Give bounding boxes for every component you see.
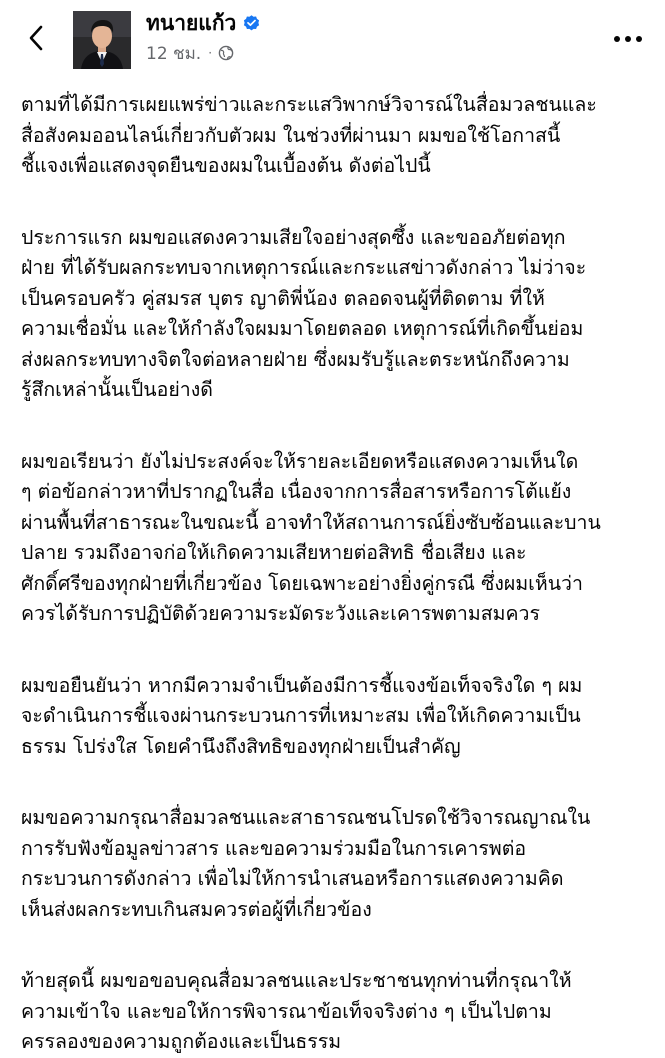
post-text-line: กระบวนการดังกล่าว เพื่อไม่ให้การนำเสนอหรือการแสดงความคิด xyxy=(21,867,564,890)
post-text-line: ประการแรก ผมขอแสดงความเสียใจอย่างสุดซึ้ง และขออภัยต่อทุก xyxy=(21,225,566,249)
post-text-line: สื่อสังคมออนไลน์เกี่ยวกับตัวผม ในช่วงที่ผ่านมา ผมขอใช้โอกาสนี้ xyxy=(21,123,561,147)
post-paragraph xyxy=(21,671,651,763)
post-text-line: ผมขอยืนยันว่า หากมีความจำเป็นต้องมีการชี้แจงข้อเท็จจริงใด ๆ ผม xyxy=(21,673,583,697)
post-text-line: ผ่านพื้นที่สาธารณะในขณะนี้ อาจทำให้สถานการณ์ยิ่งซับซ้อนและบาน xyxy=(21,510,601,534)
post-text-line: รู้สึกเหล่านั้นเป็นอย่างดี xyxy=(21,378,213,401)
meta-separator: · xyxy=(208,46,213,60)
post-text-line: ตามที่ได้มีการเผยแพร่ข่าวและกระแสวิพากษ์วิจารณ์ในสื่อมวลชนและ xyxy=(21,93,597,116)
post-paragraph xyxy=(21,447,651,630)
post-timestamp[interactable]: 12 ชม. xyxy=(146,43,202,64)
post-meta xyxy=(146,41,261,65)
post-text-line: ผมขอความกรุณาสื่อมวลชนและสาธารณชนโปรดใช้วิจารณญาณใน xyxy=(21,806,591,829)
post-text-line: เห็นส่งผลกระทบเกินสมควรต่อผู้ที่เกี่ยวข้อง xyxy=(21,897,372,921)
post-text-line: ส่งผลกระทบทางจิตใจต่อหลายฝ่าย ซึ่งผมรับรู้และตระหนักถึงความ xyxy=(21,347,570,371)
post-paragraph xyxy=(21,966,651,1058)
post-text-line: ธรรม โปร่งใส โดยคำนึงถึงสิทธิของทุกฝ่ายเป็นสำคัญ xyxy=(21,734,461,758)
post-paragraph xyxy=(21,223,651,406)
back-button[interactable] xyxy=(18,20,54,56)
avatar-photo xyxy=(73,11,131,69)
avatar[interactable] xyxy=(73,11,131,69)
post-text-line: ปลาย รวมถึงอาจก่อให้เกิดความเสียหายต่อสิทธิ ชื่อเสียง และ xyxy=(21,541,527,564)
post-body xyxy=(21,90,651,1058)
post-paragraph xyxy=(21,803,651,925)
post-text-line: ๆ ต่อข้อกล่าวหาที่ปรากฏในสื่อ เนื่องจากการสื่อสารหรือการโต้แย้ง xyxy=(21,480,572,503)
post-header xyxy=(0,0,665,78)
post-text-line: ชี้แจงเพื่อแสดงจุดยืนของผมในเบื้องต้น ดังต่อไปนี้ xyxy=(21,154,431,177)
author-row xyxy=(146,8,261,38)
post-text-line: ควรได้รับการปฏิบัติด้วยความระมัดระวังและเคารพตามสมควร xyxy=(21,602,540,625)
post-text-line: ท้ายสุดนี้ ผมขอขอบคุณสื่อมวลชนและประชาชนทุกท่านที่กรุณาให้ xyxy=(21,969,572,992)
globe-icon[interactable] xyxy=(218,45,234,61)
post-text-line: ครรลองของความถูกต้องและเป็นธรรม xyxy=(21,1030,342,1053)
author-name[interactable]: ทนายแก้ว xyxy=(146,11,237,35)
post-text-line: ความเชื่อมั่น และให้กำลังใจผมมาโดยตลอด เหตุการณ์ที่เกิดขึ้นย่อม xyxy=(21,317,584,340)
post-text-line: ฝ่าย ที่ได้รับผลกระทบจากเหตุการณ์และกระแสข่าวดังกล่าว ไม่ว่าจะ xyxy=(21,256,587,279)
post-paragraph xyxy=(21,90,651,182)
author-block xyxy=(146,8,261,65)
post-text-line: ความเข้าใจ และขอให้การพิจารณาข้อเท็จจริงต่าง ๆ เป็นไปตาม xyxy=(21,999,552,1023)
more-options-button[interactable] xyxy=(611,24,645,54)
post-text-line: จะดำเนินการชี้แจงผ่านกระบวนการที่เหมาะสม เพื่อให้เกิดความเป็น xyxy=(21,704,581,727)
chevron-left-icon xyxy=(25,23,47,53)
post-text-line: เป็นครอบครัว คู่สมรส บุตร ญาติพี่น้อง ตลอดจนผู้ที่ติดตาม ที่ให้ xyxy=(21,286,545,310)
post-text-line: ศักดิ์ศรีของทุกฝ่ายที่เกี่ยวข้อง โดยเฉพาะอย่างยิ่งคู่กรณี ซึ่งผมเห็นว่า xyxy=(21,571,583,595)
post-text-line: การรับฟังข้อมูลข่าวสาร และขอความร่วมมือในการเคารพต่อ xyxy=(21,836,527,860)
post-text-line: ผมขอเรียนว่า ยังไม่ประสงค์จะให้รายละเอียดหรือแสดงความเห็นใด xyxy=(21,449,579,473)
verified-badge-icon xyxy=(242,14,261,33)
more-horizontal-icon xyxy=(613,35,643,43)
